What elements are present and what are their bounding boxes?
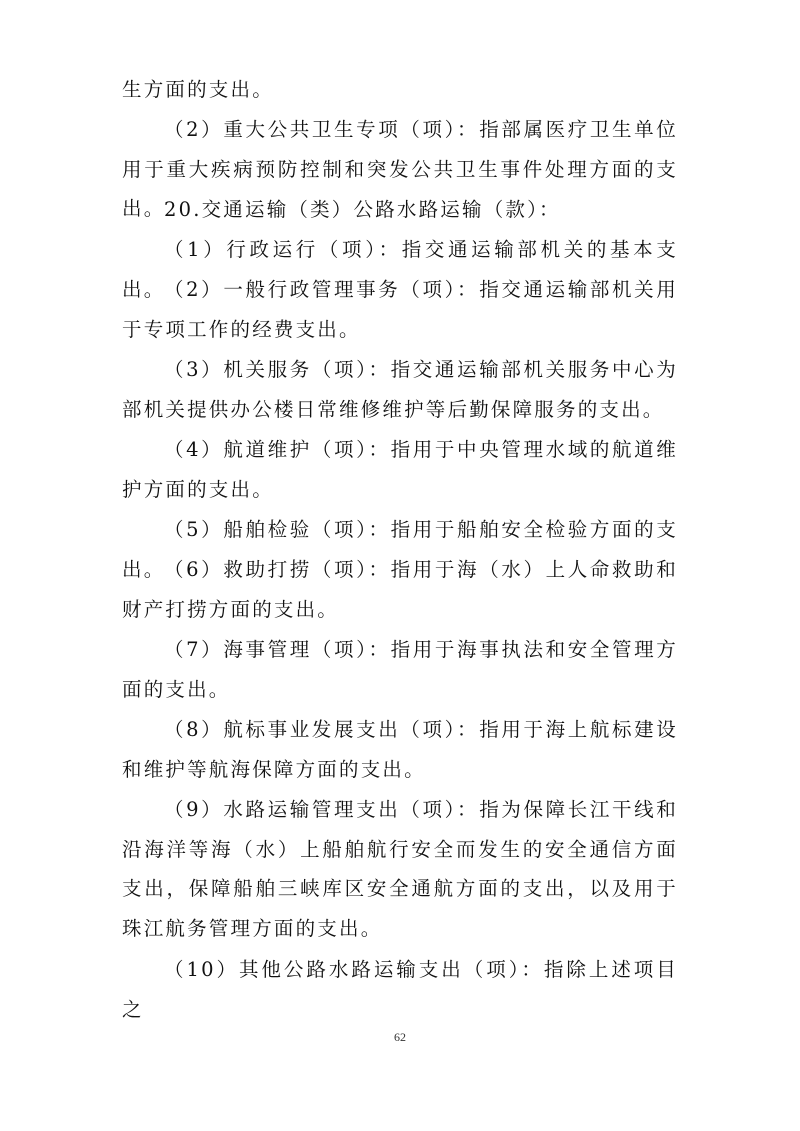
paragraph-continuation: 生方面的支出。 — [122, 78, 274, 101]
paragraph-channel-maintenance: （4）航道维护（项）：指用于中央管理水域的航道维护方面的支出。 — [122, 438, 678, 501]
paragraph-other-transport: （10）其他公路水路运输支出（项）：指除上述项目之 — [122, 958, 678, 1021]
page-number: 62 — [394, 1030, 406, 1044]
section-heading-transport: 20.交通运输（类）公路水路运输（款）： — [164, 198, 561, 221]
paragraph-ship-inspection: （5）船舶检验（项）：指用于船舶安全检验方面的支出。 — [122, 518, 678, 581]
paragraph-waterway-transport-management: （9）水路运输管理支出（项）：指为保障长江干线和沿海洋等海（水）上船舶航行安全而发生的安全通信方面支出，保障船舶三峡库区安全通航方面的支出，以及用于珠江航务管理方面的支出。 — [122, 798, 678, 940]
paragraph-public-health-special: （2）重大公共卫生专项（项）：指部属医疗卫生单位用于重大疾病预防控制和突发公共卫生事件处理方面的支出。 — [122, 118, 678, 221]
paragraph-rescue-salvage: （6）救助打捞（项）：指用于海（水）上人命救助和财产打捞方面的支出。 — [122, 558, 678, 621]
paragraph-maritime-management: （7）海事管理（项）：指用于海事执法和安全管理方面的支出。 — [122, 638, 678, 701]
paragraph-admin-operation: （1）行政运行（项）：指交通运输部机关的基本支出。 — [122, 238, 678, 301]
paragraph-navigation-aids: （8）航标事业发展支出（项）：指用于海上航标建设和维护等航海保障方面的支出。 — [122, 718, 678, 781]
paragraph-agency-services: （3）机关服务（项）：指交通运输部机关服务中心为部机关提供办公楼日常维修维护等后勤保障服务的支出。 — [122, 358, 678, 421]
paragraph-general-admin-affairs: （2）一般行政管理事务（项）：指交通运输部机关用于专项工作的经费支出。 — [122, 278, 678, 341]
